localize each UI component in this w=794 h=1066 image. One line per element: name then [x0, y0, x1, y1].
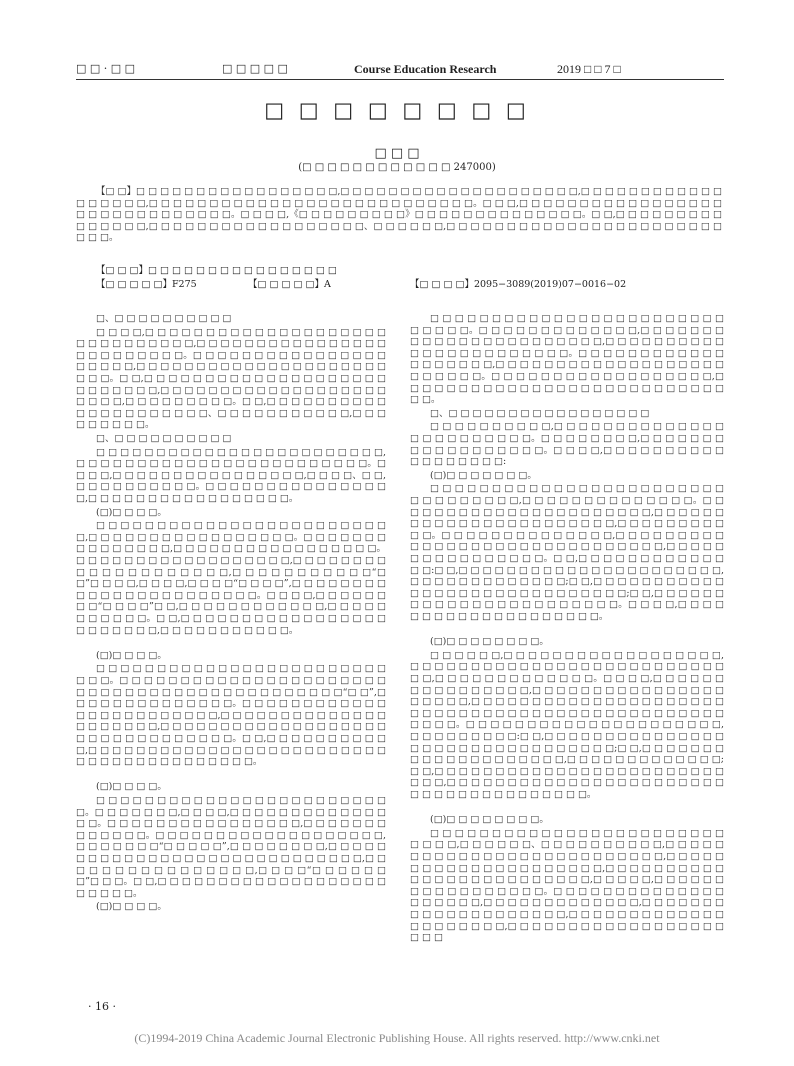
document-code	[248, 276, 331, 290]
header-issue: 2019 □ □ 7 □	[557, 62, 621, 76]
document-code-label: 【□ □ □ □ □】	[248, 279, 324, 290]
section-heading: (□)□ □ □ □ □ □ □ □。	[430, 636, 549, 648]
author-affiliation: (□ □ □ □ □ □ □ □ □ □ □ □ 247000)	[298, 162, 496, 173]
section-heading: (□)□ □ □ □。	[96, 781, 167, 793]
abstract	[76, 186, 722, 244]
clc-value: F275	[171, 279, 197, 290]
clc-label: 【□ □ □ □ □】	[96, 279, 172, 290]
body-paragraph: □ □ □ □ □ □ □ □ □ □,□ □ □ □ □ □ □ □ □ □ □ □ □ □ □ □ □ □ □ □ □ □ □ □。□ □ □ □ □ □ □ □,□ □ □ □ □ □ □ □ □ □ □ □ □ □ □ □ □ □。□ □ □ □,□ □ □ □ □ □ □ □ □ □ □ □ □ □ □ □ □ □:	[410, 421, 724, 468]
header-journal-cn: □ □ □ □ □	[222, 62, 288, 75]
abstract-label: 【□ □】	[96, 186, 137, 197]
keywords	[96, 262, 337, 276]
article-id-value: 2095−3089(2019)07−0016−02	[473, 279, 627, 290]
abstract-text: □ □ □ □ □ □ □ □ □ □ □ □ □ □ □ □ □,□ □ □ □ □ □ □ □ □ □ □ □ □ □ □ □ □ □ □ □,□ □ □ □ □ □ □ □ □ □ □ □ □ □ □ □ □ □,□ □ □ □ □ □ □ □ □ □ □ □ □ □ □ □ □ □ □ □ □ □ □ □ □ □ □。□ □ □,□ □ □ □ □ □ □ □ □ □ □ □ □ □ □ □ □ □ □ □ □ □ □ □ □ □ □ □ □ □。□ □ □ □,《□ □ □ □ □ □ □ □ □》□ □ □ □ □ □ □ □ □ □ □ □ □ □。□ □,□ □ □ □ □ □ □ □ □ □ □ □ □ □ □,□ □ □ □ □ □ □ □ □ □ □ □ □ □ □ □ □ □、□ □ □ □ □ □,□ □ □ □ □ □ □ □ □ □ □ □ □ □ □ □ □ □ □ □ □ □ □ □ □ □。	[76, 186, 722, 244]
section-heading: (□)□ □ □ □。	[96, 649, 167, 661]
page-number: · 16 ·	[88, 1000, 116, 1013]
section-heading: □、□ □ □ □ □ □ □ □ □ □	[96, 433, 232, 444]
section-heading: (□)□ □ □ □ □ □ □ □。	[430, 814, 549, 826]
author-name: □ □ □	[374, 146, 420, 161]
keywords-text: □ □ □ □ □ □ □ □ □ □ □ □ □ □ □ □	[147, 265, 337, 276]
body-paragraph: □ □ □ □ □ □ □ □ □ □ □ □ □ □ □ □ □ □ □ □ □ □ □ □ □ □ □ □,□ □ □ □ □ □、□ □ □ □ □ □ □ □ □ □,□ □ □ □ □ □ □ □ □ □ □ □ □ □ □ □ □ □ □ □ □ □ □ □ □ □,□ □ □ □ □ □ □ □ □ □ □ □ □ □ □ □ □ □ □ □ □,□ □ □ □ □ □ □ □ □ □ □ □ □ □ □ □ □ □ □ □ □ □ □ □ □,□ □ □ □ □,□ □ □ □ □ □ □ □ □ □ □ □ □ □ □ □ □。□ □ □ □ □ □ □ □ □ □ □ □ □ □ □ □ □ □ □ □,□ □ □ □ □ □ □ □ □ □ □ □ □,□ □ □ □ □ □ □ □ □ □ □ □ □ □ □ □ □ □ □ □,□ □ □ □ □ □ □ □ □ □ □ □ □ □ □ □ □ □ □ □ □,□ □ □ □ □ □ □ □ □ □ □ □ □ □ □ □ □ □ □ □ □	[410, 827, 724, 944]
section-heading: (□)□ □ □ □ □ □ □。	[430, 469, 537, 481]
body-paragraph: □ □ □ □ □ □ □ □ □ □ □ □ □ □ □ □ □ □ □ □ □ □ □ □ □ □ □ □ □ □ □ □ □,□ □ □ □ □ □ □ □ □ □ □ □ □ □。□ □ □ □ □ □ □ □ □ □ □ □ □ □ □ □ □ □ □ □ □ □,□ □ □ □ □ □ □ □ □ □ □ □ □ □ □ □ □ □ □ □ □ □ □,□ □ □ □ □ □ □ □ □ □ □。□ □ □ □ □ □ □ □ □ □ □ □ □ □,□ □ □ □ □ □ □ □ □ □ □ □ □ □ □ □ □ □ □ □ □ □ □ □ □ □ □ □ □ □,□ □ □ □ □ □ □ □ □ □ □ □ □ □ □ □。□ □,□ □ □ □ □ □ □ □ □ □ □ □ □ □:□ □,□ □ □ □ □ □ □ □ □ □ □ □ □ □ □ □ □ □ □ □ □ □,□ □ □ □ □ □ □ □ □ □ □ □ □;□ □,□ □ □ □ □ □ □ □ □ □ □ □ □ □ □ □ □ □ □ □ □ □ □ □ □ □ □ □ □;□ □,□ □ □ □ □ □ □ □ □ □ □ □ □ □ □ □ □ □ □ □ □ □ □。□ □ □ □,□ □ □ □ □ □ □ □ □ □ □ □ □ □ □ □ □ □ □ □。	[410, 483, 724, 622]
header-section: □ □ · □ □	[76, 62, 136, 75]
article-id	[410, 276, 626, 290]
body-paragraph: □ □ □ □ □ □,□ □ □ □ □ □ □ □ □ □ □ □ □ □ □ □ □ □,□ □ □ □ □ □ □ □ □ □ □ □ □ □ □ □ □ □ □ □ □ □ □ □ □ □ □ □,□ □ □ □ □ □ □ □ □ □ □ □ □。□ □ □ □,□ □ □ □ □ □ □ □ □ □ □ □ □ □ □ □,□ □ □ □ □ □ □ □ □ □ □ □ □ □ □ □ □ □ □ □ □,□ □ □ □ □ □ □ □ □ □ □ □ □ □ □ □ □ □ □ □ □ □ □ □ □ □ □ □ □ □ □ □ □ □ □ □ □ □ □ □ □ □ □ □ □ □ □ □ □ □ □。□ □ □ □ □ □ □ □ □ □ □ □ □ □ □ □ □ □ □ □ □,□ □ □ □ □ □ □ □ □:□ □,□ □ □ □ □ □ □ □ □ □ □ □ □ □ □ □ □ □ □ □ □ □ □ □ □ □ □ □ □ □ □ □;□ □,□ □ □ □ □ □ □ □ □ □ □ □ □ □ □ □ □ □ □ □,□ □ □ □ □ □ □ □ □ □ □ □ □;□ □,□ □ □ □ □ □ □ □ □ □ □ □ □ □ □ □ □ □ □ □ □ □ □ □ □ □ □,□ □ □ □ □ □ □ □ □ □ □ □ □ □ □ □ □ □ □ □ □ □ □ □ □ □ □ □ □ □ □ □ □ □ □ □ □ □。	[410, 649, 724, 800]
body-paragraph: □ □ □ □ □ □ □ □ □ □ □ □ □ □ □ □ □ □ □ □ □ □ □ □,□ □ □ □ □ □ □ □ □ □ □ □ □ □ □ □ □ □ □ □ □ □ □ □。□ □ □ □,□ □ □ □ □ □ □ □ □ □ □ □ □ □ □ □,□ □ □ □、□ □,□ □ □ □ □ □ □ □ □ □。□ □ □ □ □ □ □ □ □ □ □ □ □ □ □ □,□ □ □ □ □ □ □ □ □ □ □ □ □ □ □ □ □。	[76, 446, 386, 504]
clc-number	[96, 276, 197, 290]
section-heading: (□)□ □ □ □。	[96, 506, 167, 518]
article-id-label: 【□ □ □ □】	[410, 279, 474, 290]
copyright-footer: (C)1994-2019 China Academic Journal Electronic Publishing House. All rights reserved. http://www.cnki.net	[134, 1031, 660, 1045]
body-paragraph: □ □ □ □ □ □ □ □ □ □ □ □ □ □ □ □ □ □ □ □ □ □ □ □ □。□ □ □ □ □ □ □,□ □ □ □,□ □ □ □ □ □ □ □ □ □ □ □ □ □ □。□ □ □ □ □ □ □ □ □ □ □ □ □ □ □ □,□ □ □ □ □ □ □ □ □ □ □ □ □。□ □ □ □ □ □ □ □ □ □ □ □ □ □ □ □ □ □ □,□ □ □ □ □ □ □“□ □ □ □ □”,□ □ □ □ □ □ □ □,□ □ □ □ □ □ □ □ □ □ □ □ □ □ □ □ □ □ □ □ □ □ □ □ □ □ □ □ □,□ □ □ □ □ □ □ □ □ □ □ □ □ □ □ □,□ □ □ □“□ □ □ □ □ □ □”□ □ □。□ □,□ □ □ □ □ □ □ □ □ □ □ □ □ □ □ □ □ □ □ □ □ □ □ □。	[76, 795, 386, 899]
section-heading: □、□ □ □ □ □ □ □ □ □ □	[96, 313, 232, 324]
header-journal-en: Course Education Research	[354, 62, 497, 76]
article-title: □ □ □ □ □ □ □ □	[264, 98, 530, 122]
body-paragraph: □ □ □ □,□ □ □ □ □ □ □ □ □ □ □ □ □ □ □ □ □ □ □ □ □ □ □ □ □ □ □ □ □ □,□ □ □ □ □ □ □ □ □ □ □ □ □ □ □ □ □ □ □ □ □ □ □ □ □。□ □ □ □ □ □ □ □ □ □ □ □ □ □ □ □ □ □ □ □ □,□ □ □ □ □ □ □ □ □ □ □ □ □ □ □ □ □ □ □ □ □ □ □ □。□ □,□ □ □ □ □ □ □ □ □ □ □ □ □ □ □ □ □ □ □ □ □ □ □ □ □ □ □,□ □ □ □ □ □ □ □ □ □ □ □ □ □ □ □ □ □ □ □ □ □ □,□ □ □ □ □ □ □ □ □。□ □,□ □ □ □ □ □ □ □ □ □ □ □ □ □ □ □ □ □ □ □ □、□ □ □ □ □ □ □ □ □ □ □,□ □ □ □ □ □ □ □ □。	[76, 326, 386, 431]
header-rule	[76, 79, 724, 80]
body-paragraph: □ □ □ □ □ □ □ □ □ □ □ □ □ □ □ □ □ □ □ □ □ □ □ □ □,□ □ □ □ □ □ □ □ □ □ □ □ □ □ □ □ □。□ □ □ □ □ □ □ □ □ □ □ □ □ □ □,□ □ □ □ □ □ □ □ □ □ □ □ □ □ □ □ □。□ □ □ □ □ □ □ □ □ □ □ □ □ □ □ □ □ □,□ □ □ □ □ □ □ □ □ □ □ □ □ □ □ □ □ □ □ □,□ □ □ □ □ □ □ □ □ □ □“□ □”□ □ □ □,□ □ □ □,□ □ □ □“□ □ □ □”,□ □ □ □ □ □ □ □ □ □ □ □ □ □ □ □ □ □ □ □ □ □ □。□ □ □ □,□ □ □ □ □ □ □ □“□ □ □ □”□ □,□ □ □ □ □ □ □ □ □ □ □ □,□ □ □ □ □ □ □ □ □ □ □。□ □,□ □ □ □ □ □ □ □ □ □ □ □ □ □ □ □ □ □ □ □ □ □ □ □,□ □ □ □ □ □ □ □ □ □ □。	[76, 520, 386, 636]
body-paragraph: □ □ □ □ □ □ □ □ □ □ □ □ □ □ □ □ □ □ □ □ □ □ □ □ □ □ □ □ □。□ □ □ □ □ □ □ □ □ □ □ □ □,□ □ □ □ □ □ □ □ □ □ □ □ □ □ □ □ □ □ □ □ □ □ □,□ □ □ □ □ □ □ □ □ □ □ □ □ □ □ □ □ □ □ □ □ □ □。□ □ □ □ □ □ □ □ □ □ □ □ □ □ □ □ □ □ □,□ □ □ □ □ □ □ □ □ □ □ □ □ □ □ □ □ □ □ □ □ □ □ □ □。□ □ □ □ □ □ □ □ □ □ □ □ □ □ □ □ □ □,□ □ □ □ □ □ □ □ □ □ □ □ □ □ □ □ □ □ □ □ □ □ □ □ □ □ □ □ □。	[410, 313, 724, 406]
section-heading: □、□ □ □ □ □ □ □ □ □ □ □ □ □ □ □ □ □	[430, 407, 650, 419]
section-heading: (□)□ □ □ □。	[96, 901, 167, 913]
document-code-value: A	[323, 279, 331, 290]
body-paragraph: □ □ □ □ □ □ □ □ □ □ □ □ □ □ □ □ □ □ □ □ □ □ □ □ □ □ □。□ □ □ □ □ □ □ □ □ □ □ □ □ □ □ □ □ □ □ □ □ □ □ □ □ □ □ □ □ □ □ □ □ □ □ □ □ □ □ □ □ □ □ □“□ □”,□ □ □ □ □ □ □ □ □ □ □ □ □ □。□ □ □ □ □ □ □ □ □ □ □ □ □ □ □ □ □ □ □ □ □ □ □ □,□ □ □ □ □ □ □ □ □ □ □ □ □ □ □ □ □ □ □ □ □,□ □ □ □ □ □ □ □ □ □ □ □ □ □ □ □ □ □ □ □ □ □ □ □ □ □ □ □ □ □ □ □。□ □,□ □ □ □ □ □ □ □ □ □ □,□ □ □ □ □ □ □ □ □ □ □ □ □ □ □ □ □ □ □ □ □ □ □ □ □ □ □ □ □ □ □ □ □ □ □ □ □ □ □ □。	[76, 663, 386, 768]
keywords-label: 【□ □ □】	[96, 265, 148, 276]
